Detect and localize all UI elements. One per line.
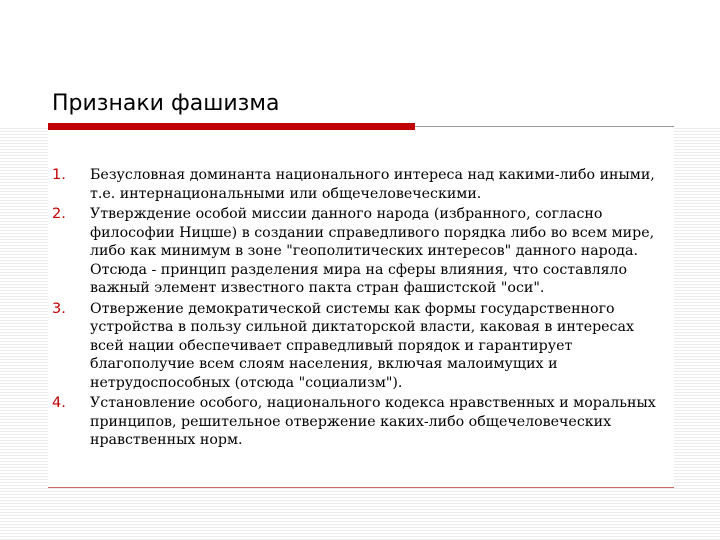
list-item-number: 2. <box>52 206 66 222</box>
list-item-line: устройства в пользу сильной диктаторской власти, каковая в интересах <box>90 319 634 335</box>
list-item <box>52 300 672 393</box>
list-item-line: всей нации обеспечивает справедливый порядок и гарантирует <box>90 337 573 354</box>
list-item-line: Отвержение демократической системы как формы государственного <box>90 300 615 317</box>
list-item-number: 1. <box>52 167 66 183</box>
list-item-number: 3. <box>52 300 66 317</box>
list-item <box>52 205 672 298</box>
list-item-line: Утверждение особой миссии данного народа (избранного, согласно <box>90 206 603 222</box>
list-item-line: Отсюда - принцип разделения мира на сферы влияния, что составляло <box>90 261 628 278</box>
list-item-line: философии Ницше) в создании справедливого порядка либо во всем мире, <box>90 224 655 241</box>
list-item-line: Установление особого, национального кодекса нравственных и моральных <box>90 395 656 411</box>
features-list <box>52 166 672 452</box>
title-divider-line <box>415 126 674 127</box>
list-item-line: нравственных норм. <box>90 432 243 448</box>
list-item-line: благополучие всем слоям населения, включая малоимущих и <box>90 356 558 372</box>
slide-title: Признаки фашизма <box>52 91 280 116</box>
list-item-line: либо как минимум в зоне "геополитических интересов" данного народа. <box>90 243 638 259</box>
list-item-line: Безусловная доминанта национального интереса над какими-либо иными, <box>90 167 655 183</box>
list-item <box>52 166 672 203</box>
list-item-line: т.е. интернациональными или общечеловеческими. <box>90 185 482 202</box>
footer-divider-line <box>48 487 674 488</box>
list-item-line: принципов, решительное отвержение каких-либо общечеловеческих <box>90 413 612 430</box>
list-item-line: важный элемент известного пакта стран фашистской "оси". <box>90 280 545 296</box>
list-item <box>52 394 672 450</box>
list-item-line: нетрудоспособных (отсюда "социализм"). <box>90 374 403 391</box>
title-accent-bar <box>48 123 415 130</box>
list-item-number: 4. <box>52 395 66 411</box>
